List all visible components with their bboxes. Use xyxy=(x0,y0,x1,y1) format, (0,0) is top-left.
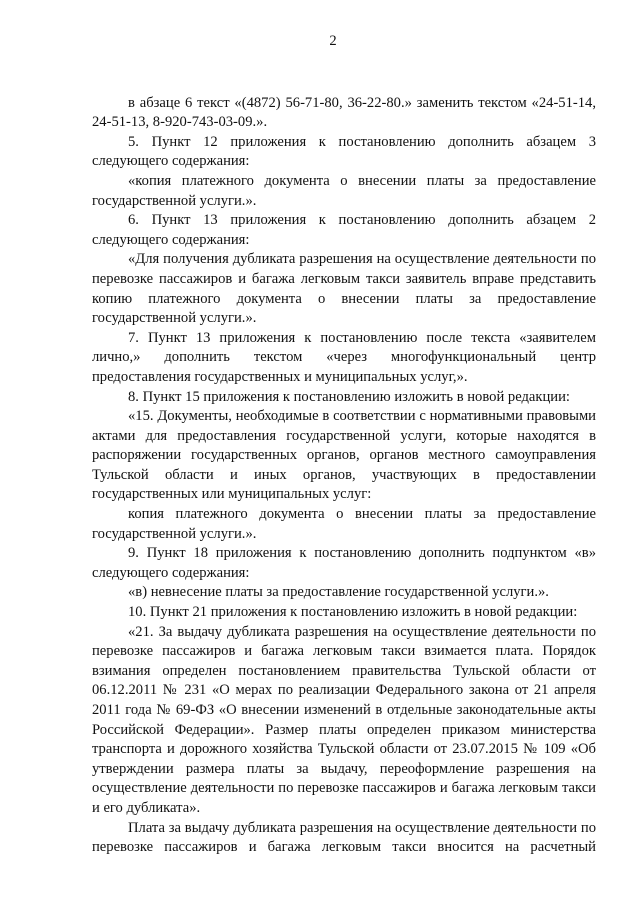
paragraph-item-6: 6. Пункт 13 приложения к постановлению дополнить абзацем 2 следующего содержания: xyxy=(92,212,596,248)
paragraph-item-5: 5. Пункт 12 приложения к постановлению дополнить абзацем 3 следующего содержания: xyxy=(92,133,596,170)
page-number: 2 xyxy=(329,33,337,49)
paragraph-item-8-quote: «15. Документы, необходимые в соответствии с нормативными правовыми актами для предоставления государственной услуги, которые находятся в распоряжении государственных органов, органов местного самоуправления Тульской области и иных органов, участвующих в предоставлении государственных или муниципальных услуг: xyxy=(92,408,596,503)
paragraph-item-6-quote: «Для получения дубликата разрешения на осуществление деятельности по перевозке пассажиров и багажа легковым такси заявитель вправе представить копию платежного документа о внесении платы за предоставление государственной услуги.». xyxy=(92,251,596,327)
paragraph-phone-replace: в абзаце 6 текст «(4872) 56-71-80, 36-22-80.» заменить текстом «24-51-14, 24-51-13, 8-920-743-03-09.». xyxy=(92,94,596,131)
paragraph-item-8-quote-cont: копия платежного документа о внесении платы за предоставление государственной услуги.». xyxy=(92,506,596,542)
paragraph-item-5-quote: «копия платежного документа о внесении платы за предоставление государственной услуги.». xyxy=(92,172,596,209)
paragraph-item-9-quote: «в) невнесение платы за предоставление государственной услуги.». xyxy=(128,584,549,601)
paragraph-item-10: 10. Пункт 21 приложения к постановлению изложить в новой редакции: xyxy=(128,604,578,621)
paragraph-item-7: 7. Пункт 13 приложения к постановлению после текста «заявителем лично,» дополнить текстом «через многофункциональный центр предоставления государственных и муниципальных услуг,». xyxy=(92,329,596,385)
paragraph-item-9: 9. Пункт 18 приложения к постановлению дополнить подпунктом «в» следующего содержания: xyxy=(92,545,596,581)
paragraph-item-8: 8. Пункт 15 приложения к постановлению изложить в новой редакции: xyxy=(128,388,570,405)
paragraph-item-10-quote: «21. За выдачу дубликата разрешения на осуществление деятельности по перевозке пассажиров и багажа легковым такси взимается плата. Порядок взимания определен постановлением правительства Тульской области от 06.12.2011 № 231 «О мерах по реализации Федерального закона от 21 апреля 2011 года № 69-ФЗ «О внесении изменений в отдельные законодательные акты Российской Федерации». Размер платы определен приказом министерства транспорта и дорожного хозяйства Тульской области от 23.07.2015 № 109 «Об утверждении размера платы за выдачу, переоформление разрешения на осуществление деятельности по перевозке пассажиров и багажа легковым такси и его дубликата». xyxy=(92,623,596,816)
paragraph-fee-payment: Плата за выдачу дубликата разрешения на осуществление деятельности по перевозке пассажиров и багажа легковым такси вносится на расчетный xyxy=(92,819,596,856)
